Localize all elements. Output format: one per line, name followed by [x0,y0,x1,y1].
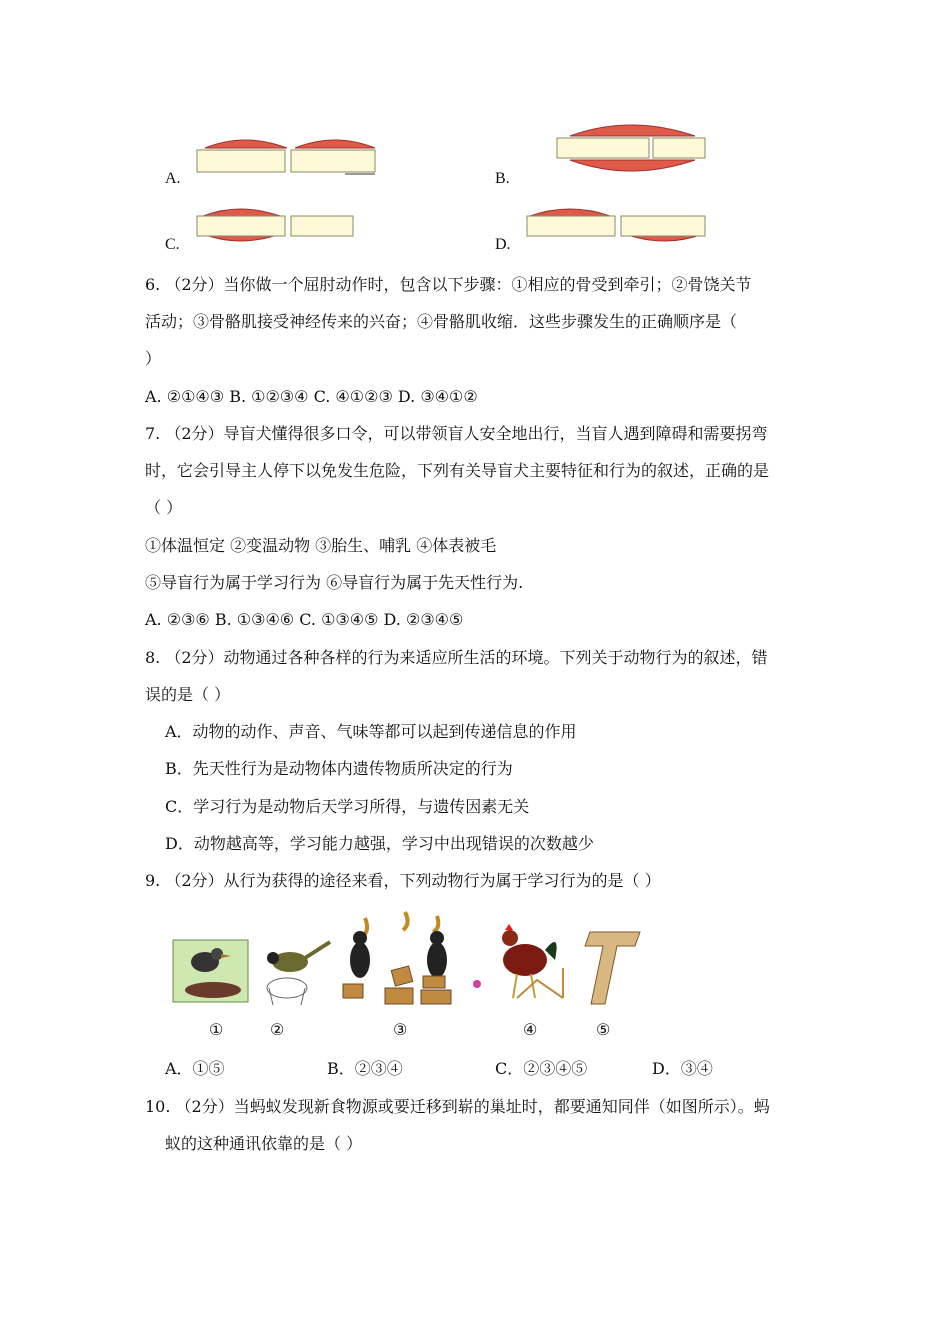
q9-option-c: C．②③④⑤ [495,1059,588,1078]
q5-figure-c [195,200,360,250]
rooster-icon [502,924,563,998]
q9-label-5: ⑤ [596,1020,611,1039]
q6-answers: A. ②①④③ B. ①②③④ C. ④①②③ D. ③④①② [145,387,478,406]
q10-stem-line2: 蚁的这种通讯依靠的是（ ） [165,1134,363,1153]
q9-label-3: ③ [393,1020,408,1039]
q8-option-b: B．先天性行为是动物体内遗传物质所决定的行为 [165,759,513,778]
q8-stem-line2: 误的是（ ） [145,685,231,704]
q6-stem-line2: 活动；③骨骼肌接受神经传来的兴奋；④骨骼肌收缩．这些步骤发生的正确顺序是（ [145,312,738,331]
q6-stem-line3: ） [145,349,162,368]
dot-icon [473,980,481,988]
q5-option-a-label: A. [165,170,181,187]
q9-label-4: ④ [523,1020,538,1039]
q7-items-line1: ①体温恒定 ②变温动物 ③胎生、哺乳 ④体表被毛 [145,536,497,555]
q8-stem-line1: 8. （2分）动物通过各种各样的行为来适应所生活的环境。下列关于动物行为的叙述，错 [145,648,768,667]
q7-stem-line3: （ ） [145,498,183,517]
q5-option-c-label: C. [165,236,180,253]
q9-label-2: ② [270,1020,285,1039]
q5-figure-d [525,200,710,250]
bird-drinking-icon [173,940,248,1002]
q9-option-a: A．①⑤ [165,1059,225,1078]
q7-stem-line2: 时，它会引导主人停下以免发生危险，下列有关导盲犬主要特征和行为的叙述，正确的是 [145,461,770,480]
q5-figure-a [195,130,380,185]
q9-label-1: ① [209,1020,224,1039]
bird-on-bottle-icon [267,942,330,1005]
q10-stem-line1: 10. （2分）当蚂蚁发现新食物源或要迁移到崭的巢址时，都要通知同伴（如图所示）。蚂 [145,1097,770,1116]
q8-option-d: D．动物越高等，学习能力越强，学习中出现错误的次数越少 [165,834,594,853]
q5-option-d-label: D. [495,236,511,253]
q7-answers: A. ②③⑥ B. ①③④⑥ C. ①③④⑤ D. ②③④⑤ [145,610,464,629]
q9-stem-line1: 9. （2分）从行为获得的途径来看，下列动物行为属于学习行为的是（ ） [145,871,661,890]
q8-option-c: C．学习行为是动物后天学习所得，与遗传因素无关 [165,797,530,816]
chimpanzee-boxes-icon [343,912,451,1004]
q9-option-b: B．②③④ [327,1059,403,1078]
q7-items-line2: ⑤导盲行为属于学习行为 ⑥导盲行为属于先天性行为. [145,573,524,592]
q5-figure-b [555,118,710,178]
q6-stem-line1: 6. （2分）当你做一个屈肘动作时，包含以下步骤：①相应的骨受到牵引；②骨饶关节 [145,275,752,294]
q9-option-d: D．③④ [652,1059,713,1078]
q7-stem-line1: 7. （2分）导盲犬懂得很多口令，可以带领盲人安全地出行，当盲人遇到障碍和需要拐弯 [145,424,768,443]
t-maze-icon [585,932,640,1004]
q5-option-b-label: B. [495,170,510,187]
q9-figure [165,910,650,1010]
q8-option-a: A．动物的动作、声音、气味等都可以起到传递信息的作用 [165,722,577,741]
